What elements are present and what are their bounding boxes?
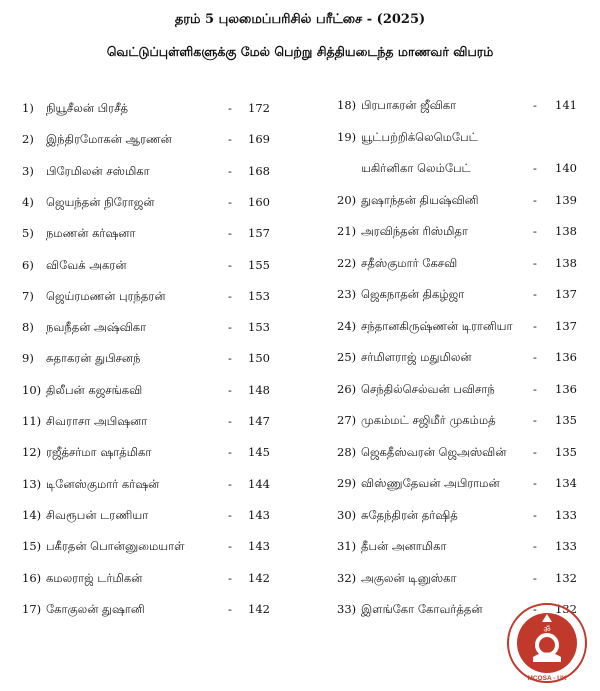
student-score: 142 [248, 570, 270, 585]
separator-dash: - [533, 507, 537, 522]
student-name: முகம்மட் சஜிமீர் முகம்மத் [361, 413, 496, 427]
rank-number: 20) [337, 192, 357, 207]
rank-number: 10) [22, 382, 42, 397]
rank-number: 28) [337, 444, 357, 459]
separator-dash: - [228, 507, 232, 522]
student-score: 144 [248, 476, 270, 491]
result-row [22, 598, 270, 620]
page-subtitle: வெட்டுப்புள்ளிகளுக்கு மேல் பெற்று சித்தியடைந்த மாணவர் விபரம் [106, 44, 494, 59]
result-row [337, 472, 577, 494]
student-score: 150 [248, 351, 270, 366]
student-score: 172 [248, 101, 270, 115]
student-score: 133 [555, 507, 577, 522]
result-row [337, 567, 577, 589]
student-name: யகிர்னிகா லெம்பேட் [361, 161, 471, 175]
rank-number: 1) [22, 101, 34, 115]
result-row [22, 316, 270, 338]
student-name: திலீபன் கஜசங்கவி [46, 382, 143, 397]
separator-dash: - [533, 318, 537, 333]
separator-dash: - [228, 414, 232, 428]
rank-number: 26) [337, 381, 357, 396]
rank-number: 25) [337, 350, 357, 364]
result-row [22, 254, 270, 276]
student-score: 139 [555, 192, 577, 207]
separator-dash: - [533, 350, 537, 364]
rank-number: 5) [22, 226, 34, 241]
student-score: 140 [555, 161, 577, 175]
result-row [22, 410, 270, 432]
rank-number: 9) [22, 351, 34, 366]
student-name: பிரபாகரன் ஜீவிகா [361, 98, 457, 112]
rank-number: 2) [22, 132, 34, 147]
separator-dash: - [533, 255, 537, 270]
student-name: சிவரூபன் டரணியா [46, 507, 149, 522]
student-score: 147 [248, 414, 270, 428]
student-score: 136 [555, 381, 577, 396]
student-score: 168 [248, 163, 270, 178]
svg-text:ॐ: ॐ [543, 625, 551, 634]
separator-dash: - [228, 257, 232, 272]
student-score: 148 [248, 382, 270, 397]
student-name: சர்மிளராஜ் மதுமிலன் [361, 350, 472, 364]
separator-dash: - [533, 287, 537, 301]
separator-dash: - [533, 161, 537, 175]
student-name: விவேக் அகரன் [46, 257, 127, 272]
student-name: ஜெகதீஸ்வரன் ஜெஅஸ்வின் [361, 444, 507, 459]
separator-dash: - [533, 224, 537, 238]
result-row [22, 379, 270, 401]
student-name: பகீரதன் பொன்னுமையாள் [46, 539, 185, 554]
separator-dash: - [533, 381, 537, 396]
student-name: யூட்பற்றிக்லெமெபேட் [361, 129, 478, 144]
student-score: 153 [248, 288, 270, 303]
result-row [22, 441, 270, 463]
rank-number: 24) [337, 318, 357, 333]
result-row [22, 160, 270, 182]
student-score: 138 [555, 224, 577, 238]
separator-dash: - [228, 570, 232, 585]
rank-number: 4) [22, 194, 34, 209]
rank-number: 3) [22, 163, 34, 178]
result-row [337, 504, 577, 526]
result-row [22, 191, 270, 213]
separator-dash: - [228, 476, 232, 491]
student-name: ரஜீத்சர்மா ஷாத்மிகா [46, 445, 152, 460]
result-row [337, 315, 577, 337]
student-name: ஜெயந்தன் நிரோஜன் [46, 194, 155, 209]
result-row [337, 409, 577, 431]
rank-number: 11) [22, 414, 42, 428]
rank-number: 18) [337, 98, 357, 112]
separator-dash: - [228, 601, 232, 616]
rank-number: 16) [22, 570, 42, 585]
rank-number: 32) [337, 570, 357, 585]
result-row [337, 441, 577, 463]
student-score: 138 [555, 255, 577, 270]
result-row [337, 189, 577, 211]
rank-number: 12) [22, 445, 42, 460]
rank-number: 14) [22, 507, 42, 522]
result-row [22, 222, 270, 244]
separator-dash: - [228, 351, 232, 366]
student-score: 135 [555, 413, 577, 427]
student-score: 153 [248, 320, 270, 335]
student-name: சிவராசா அபிஷனா [46, 414, 148, 428]
mcosa-seal-logo [506, 602, 588, 684]
result-row [337, 220, 577, 242]
rank-number: 8) [22, 320, 34, 335]
student-name: நவநீதன் அஷ்விகா [46, 320, 147, 335]
result-row [337, 252, 577, 274]
separator-dash: - [533, 413, 537, 427]
separator-dash: - [228, 101, 232, 115]
student-name: விஸ்ணுதேவன் அபிராமன் [361, 476, 500, 490]
result-row [22, 128, 270, 150]
student-score: 135 [555, 444, 577, 459]
student-name: அரவிந்தன் ரிஸ்மிதா [361, 224, 468, 238]
result-row [22, 473, 270, 495]
student-score: 132 [555, 570, 577, 585]
separator-dash: - [228, 132, 232, 147]
rank-number: 13) [22, 476, 42, 491]
result-row [337, 94, 577, 116]
student-score: 160 [248, 194, 270, 209]
student-name: சதீஸ்குமார் கேசவி [361, 255, 458, 270]
rank-number: 21) [337, 224, 357, 238]
student-name: சுதேந்திரன் தர்ஷித் [361, 507, 458, 522]
separator-dash: - [533, 98, 537, 112]
student-score: 143 [248, 507, 270, 522]
result-row [22, 535, 270, 557]
result-row [22, 285, 270, 307]
seal-label: MCOSA - UK [527, 675, 567, 682]
result-row [22, 567, 270, 589]
separator-dash: - [228, 539, 232, 554]
rank-number: 15) [22, 539, 42, 554]
student-score: 136 [555, 350, 577, 364]
student-name: ஜெய்ரமணன் புரந்தரன் [46, 288, 166, 303]
separator-dash: - [533, 192, 537, 207]
student-score: 134 [555, 476, 577, 490]
separator-dash: - [228, 320, 232, 335]
separator-dash: - [533, 476, 537, 490]
result-row [337, 535, 577, 557]
student-score: 141 [555, 98, 577, 112]
student-score: 132 [555, 602, 577, 616]
student-name: இந்திரமோகன் ஆரணன் [46, 132, 172, 147]
page-title: தரம் 5 புலமைப்பரிசில் பரீட்சை - (2025) [174, 12, 426, 27]
student-name: ஜெகநாதன் திகழ்ஜா [361, 287, 465, 301]
rank-number: 6) [22, 257, 34, 272]
separator-dash: - [228, 445, 232, 460]
separator-dash: - [533, 444, 537, 459]
separator-dash: - [228, 194, 232, 209]
rank-number: 30) [337, 507, 357, 522]
separator-dash: - [228, 382, 232, 397]
student-score: 145 [248, 445, 270, 460]
student-score: 137 [555, 287, 577, 301]
separator-dash: - [228, 226, 232, 241]
student-score: 155 [248, 257, 270, 272]
result-row [337, 378, 577, 400]
student-score: 157 [248, 226, 270, 241]
student-score: 143 [248, 539, 270, 554]
result-row [337, 283, 577, 305]
rank-number: 17) [22, 601, 42, 616]
student-name: கமலராஜ் டர்மிகன் [46, 570, 143, 585]
student-score: 133 [555, 539, 577, 553]
student-score: 137 [555, 318, 577, 333]
rank-number: 22) [337, 255, 357, 270]
result-row [22, 504, 270, 526]
rank-number: 19) [337, 129, 357, 144]
rank-number: 33) [337, 602, 357, 616]
result-row [22, 97, 270, 119]
separator-dash: - [533, 570, 537, 585]
student-name: துஷாந்தன் தியஷ்வினி [361, 192, 479, 207]
student-name: நமணன் கர்ஷனா [46, 226, 136, 241]
student-score: 169 [248, 132, 270, 147]
student-name: டினேஸ்குமார் கர்ஷன் [46, 476, 160, 491]
result-row [337, 346, 577, 368]
rank-number: 27) [337, 413, 357, 427]
student-name: செந்தில்செல்வன் பவிசாந் [361, 381, 495, 396]
student-name: நியூசீலன் பிரசீத் [46, 101, 128, 115]
separator-dash: - [228, 288, 232, 303]
separator-dash: - [228, 163, 232, 178]
student-name: சுதாகரன் துபிசனந் [46, 351, 141, 366]
student-name: தீபன் அனாமிகா [361, 539, 447, 553]
student-name: கோகுலன் துஷானி [46, 601, 145, 616]
rank-number: 31) [337, 539, 357, 553]
rank-number: 7) [22, 288, 34, 303]
result-row [337, 126, 577, 148]
student-name: சந்தானகிருஷ்ணன் டிரானியா [361, 318, 513, 333]
result-row [22, 347, 270, 369]
rank-number: 23) [337, 287, 357, 301]
student-name: இளங்கோ கோவர்த்தன் [361, 602, 483, 616]
student-name: பிரேமிலன் சஸ்மிகா [46, 163, 150, 178]
student-name: அகுலன் டினுஸ்கா [361, 570, 457, 585]
separator-dash: - [533, 539, 537, 553]
rank-number: 29) [337, 476, 357, 490]
student-score: 142 [248, 601, 270, 616]
separator-dash: - [533, 602, 537, 616]
result-row [337, 157, 577, 179]
